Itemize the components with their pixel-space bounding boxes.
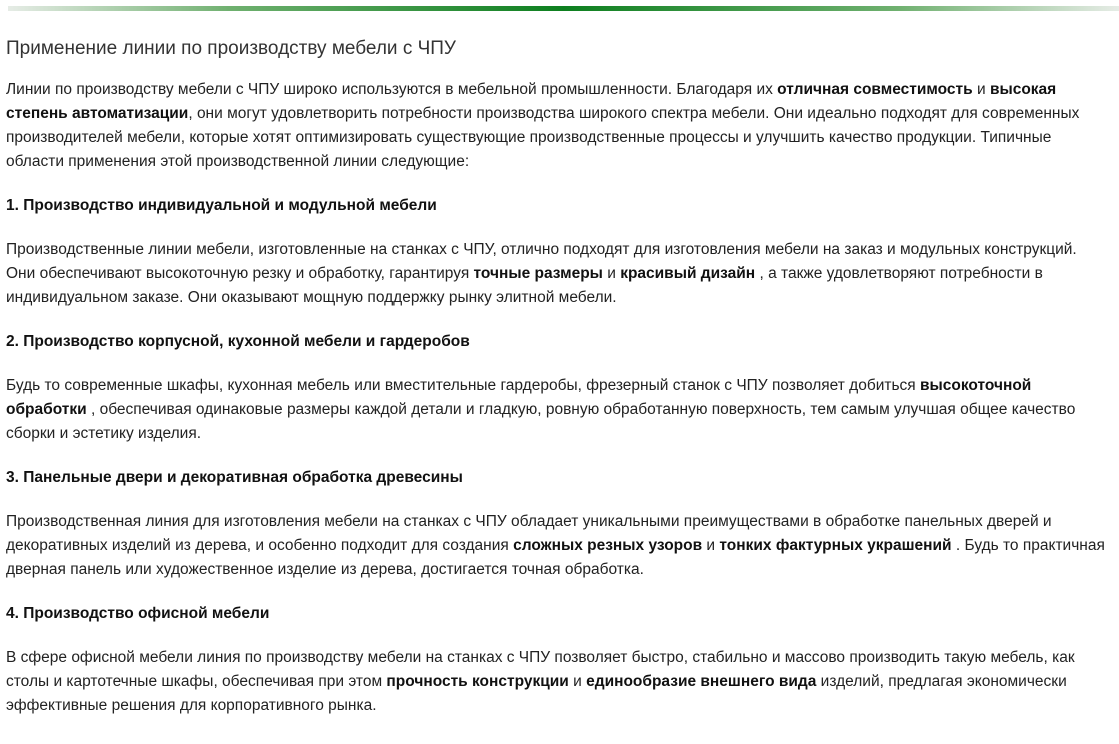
intro-bold-2: высокая степень автоматизации [6,81,1057,122]
section-heading-4: 4. Производство офисной мебели [6,605,270,622]
s3-text-2: и [702,537,720,554]
s2-text-2: , обеспечивая одинаковые размеры каждой детали и гладкую, ровную обработанную поверхность, тем самым улучшая общее качество сборки и эстетику изделия. [6,401,1076,442]
intro-text-2: и [972,81,990,98]
intro-bold-1: отличная совместимость [777,81,973,98]
section-heading-3: 3. Панельные двери и декоративная обработка древесины [6,469,463,486]
section-paragraph-2 [6,374,1110,446]
s1-bold-1: точные размеры [473,265,603,282]
s3-text-1: Производственная линия для изготовления мебели на станках с ЧПУ обладает уникальными преимуществами в обработке панельных дверей и декоративных изделий из дерева, и особенно подходит для создания [6,513,1052,554]
s4-bold-1: прочность конструкции [386,673,569,690]
s3-bold-1: сложных резных узоров [513,537,703,554]
s4-text-1: В сфере офисной мебели линия по производству мебели на станках с ЧПУ позволяет быстро, стабильно и массово производить такую мебель, как столы и картотечные шкафы, обеспечивая при этом [6,649,1075,690]
s2-text-1: Будь то современные шкафы, кухонная мебель или вместительные гардеробы, фрезерный станок с ЧПУ позволяет добиться [6,377,921,394]
section-heading-1: 1. Производство индивидуальной и модульной мебели [6,197,437,214]
top-accent-bar [8,6,1119,11]
s1-text-2: и [602,265,621,282]
section-heading-2: 2. Производство корпусной, кухонной мебели и гардеробов [6,333,470,350]
s3-text-3: . Будь то практичная дверная панель или художественное изделие из дерева, достигается точная обработка. [6,537,1105,578]
intro-text-3: , они могут удовлетворить потребности производства широкого спектра мебели. Они идеально подходят для современных производителей мебели, которые хотят оптимизировать существующие производственные процессы и улучшить качество продукции. Типичные области применения этой производственной линии следующие: [6,105,1080,170]
intro-paragraph [6,78,1110,174]
intro-text-1: Линии по производству мебели с ЧПУ широко используются в мебельной промышленности. Благодаря их [6,81,778,98]
article [6,36,1110,738]
s4-text-2: и [568,673,587,690]
section-paragraph-1 [6,238,1110,310]
article-title: Применение линии по производству мебели с ЧПУ [6,38,456,59]
section-paragraph-3 [6,510,1110,582]
section-paragraph-4 [6,646,1110,718]
s2-bold-1: высокоточной обработки [6,377,1032,418]
s3-bold-2: тонких фактурных украшений [719,537,952,554]
s4-bold-2: единообразие внешнего вида [586,673,817,690]
s4-text-3: изделий, предлагая экономически эффективные решения для корпоративного рынка. [6,673,1067,714]
s1-text-1: Производственные линии мебели, изготовленные на станках с ЧПУ, отлично подходят для изготовления мебели на заказ и модульных конструкций. Они обеспечивают высокоточную резку и обработку, гарантируя [6,241,1077,282]
s1-bold-2: красивый дизайн [620,265,756,282]
s1-text-3: , а также удовлетворяют потребности в индивидуальном заказе. Они оказывают мощную поддержку рынку элитной мебели. [6,265,1043,306]
